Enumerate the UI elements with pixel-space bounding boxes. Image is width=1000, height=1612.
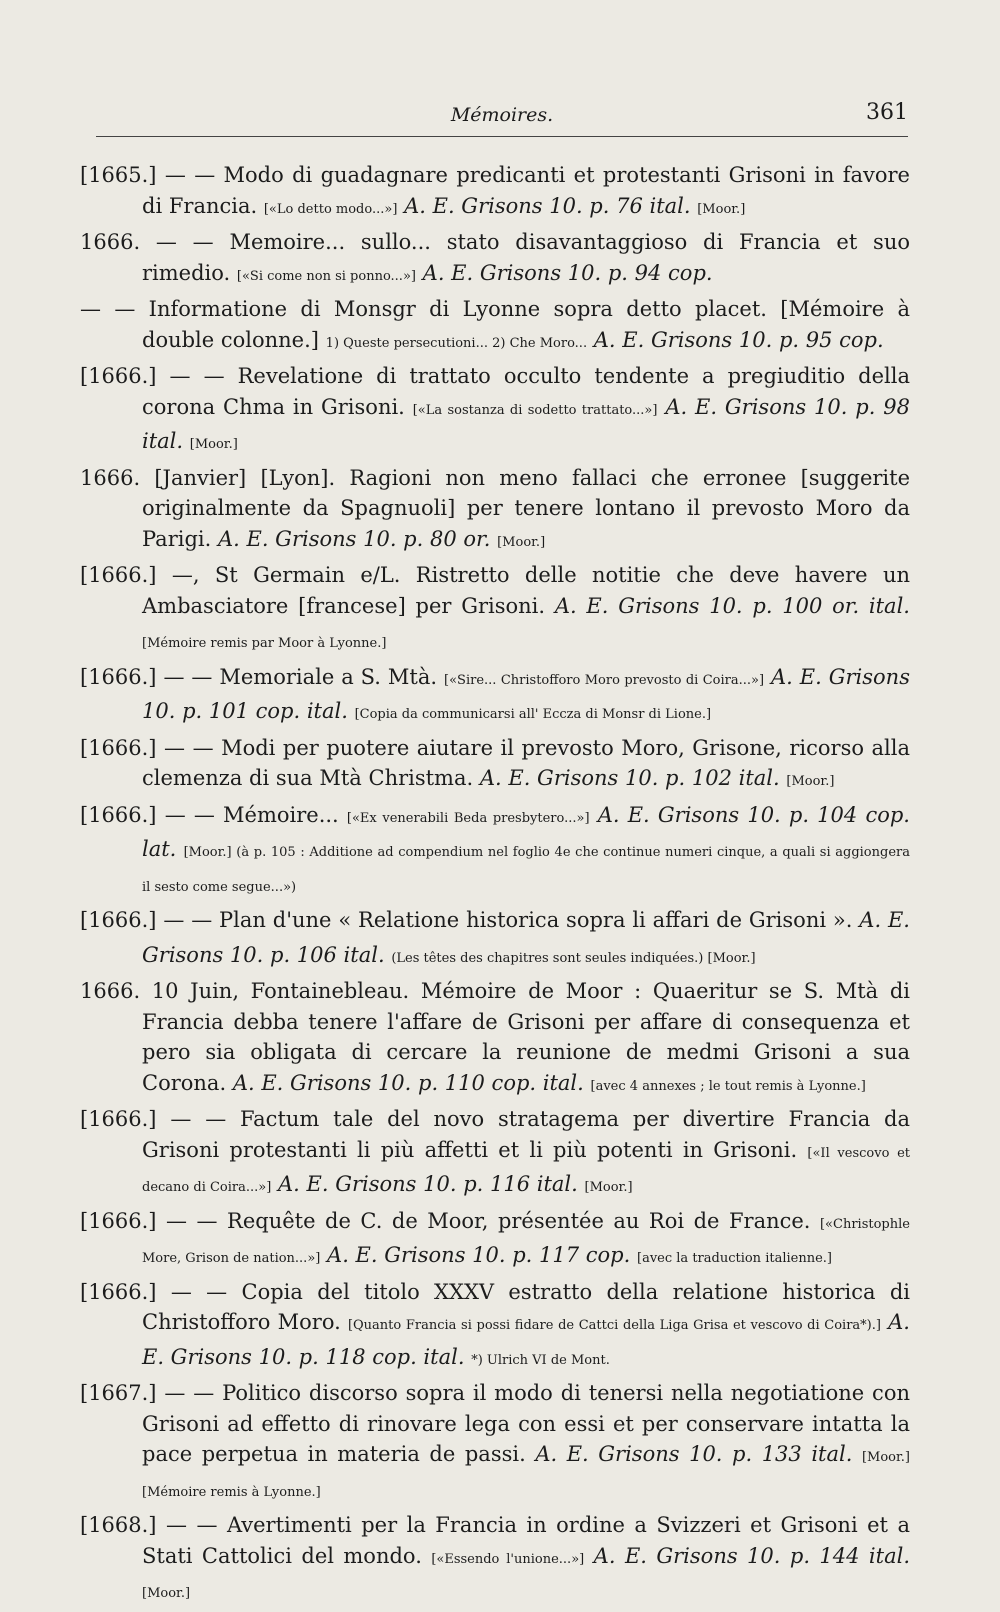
entry-text: — — Mémoire... [164, 802, 339, 827]
entry-date: [1666.] [80, 563, 157, 587]
entry [80, 160, 910, 225]
entry-note: 1) Queste persecutioni... 2) Che Moro... [325, 335, 588, 351]
entry-text: — — Avertimenti per la Francia in ordine a Svizzeri et Grisoni et a Stati Cattolici del mondo. [142, 1513, 910, 1568]
entry-reference: A. E. Grisons 10. p. 102 ital. [479, 766, 780, 790]
entry-reference: A. E. Grisons 10. p. 133 ital. [535, 1442, 853, 1466]
header-rule [96, 136, 908, 137]
entry-reference: A. E. Grisons 10. p. 80 or. [217, 526, 491, 551]
entry [80, 294, 910, 359]
entry-tail: [Moor.] [786, 774, 835, 789]
entry-text: — — Copia del titolo XXXV estratto della relatione historica di Christofforo Moro. [142, 1279, 910, 1334]
entry-note: [«Christophle More, Grison de nation...»] [142, 1216, 910, 1266]
entry-reference: A. E. Grisons 10. p. 101 cop. ital. [142, 664, 910, 723]
entry-date: [1665.] [80, 163, 157, 187]
entry-text: — — Requête de C. de Moor, présentée au Roi de France. [166, 1208, 811, 1233]
entry-text: 10 Juin, Fontainebleau. Mémoire de Moor : Quaeritur se S. Mtà di Francia debba tenere l'affare de Grisoni per affare di consequenza et pero sia obligata di cercare la reunione de medmi Grisoni a sua Corona. [142, 979, 910, 1095]
entry-reference: A. E. Grisons 10. p. 95 cop. [593, 327, 884, 352]
entry-date: [1668.] [80, 1513, 157, 1537]
entry-date: [1666.] [80, 1208, 157, 1233]
entry-tail: [Copia da communicarsi all' Eccza di Monsr di Lione.] [354, 707, 712, 722]
entry-tail: [Moor.] [497, 534, 546, 550]
entry-tail: [Moor.] [Mémoire remis à Lyonne.] [142, 1450, 910, 1500]
entry-note: [«La sostanza di sodetto trattato...»] [412, 402, 658, 418]
entry [80, 361, 910, 461]
entry-tail: *) Ulrich VI de Mont. [471, 1352, 610, 1368]
page-header [96, 100, 908, 130]
entry-note: [«Essendo l'unione...»] [431, 1551, 585, 1567]
page-number: 361 [866, 100, 908, 125]
entry-reference: A. E. Grisons 10. p. 116 ital. [278, 1172, 578, 1196]
entry-reference: A. E. Grisons 10. p. 98 ital. [142, 394, 910, 453]
entry-note: [«Si come non si ponno...»] [236, 268, 416, 284]
entry-reference: A. E. Grisons 10. p. 100 or. ital. [554, 593, 910, 618]
entry-text: — — Politico discorso sopra il modo di tenersi nella negotiatione con Grisoni ad effetto di rinovare lega con essi et per conservare intatta la pace perpetua in materia de passi. [142, 1381, 910, 1466]
entry-date: [1667.] [80, 1381, 157, 1405]
entry-text: [Janvier] [Lyon]. Ragioni non meno fallaci che erronee [suggerite originalmente da Spagnuoli] per tenere lontano il prevosto Moro da Parigi. [142, 465, 910, 551]
entry-date: [1666.] [80, 664, 157, 689]
entry-text: — — Modo di guadagnare predicanti et protestanti Grisoni in favore di Francia. [142, 163, 910, 218]
entry [80, 662, 910, 731]
entry-tail: [avec la traduction italienne.] [637, 1251, 832, 1266]
entry-text: — — Factum tale del novo stratagema per divertire Francia da Grisoni protestanti li più affetti et li più potenti in Grisoni. [142, 1107, 911, 1162]
entry-date: [1666.] [80, 802, 157, 827]
entry-date: [1666.] [80, 735, 157, 760]
running-head: Mémoires. [450, 104, 554, 126]
entry [80, 463, 910, 559]
entry-tail: (Les têtes des chapitres sont seules indiquées.) [Moor.] [391, 950, 756, 966]
entry-tail: [avec 4 annexes ; le tout remis à Lyonne.] [590, 1078, 866, 1094]
entry-reference: A. E. Grisons 10. p. 144 ital. [593, 1543, 911, 1568]
entry-note: [«Il vescovo et decano di Coira...»] [142, 1145, 910, 1195]
entry [80, 1510, 910, 1610]
entry [80, 733, 910, 798]
entry-tail: [Moor.] [584, 1180, 633, 1195]
entry-text: — — Plan d'une « Relatione historica sopra li affari de Grisoni ». [163, 908, 853, 932]
entry-tail: [Moor.] [189, 437, 238, 452]
entry-date: 1666. [80, 465, 141, 490]
entry-text: — — Memoriale a S. Mtà. [163, 664, 438, 689]
entry [80, 800, 910, 904]
entry-note: [Quanto Francia si possi fidare de Cattci della Liga Grisa et vescovo di Coira*).] [347, 1318, 881, 1333]
entry-reference: A. E. Grisons 10. p. 110 cop. ital. [232, 1070, 584, 1095]
entry-reference: A. E. Grisons 10. p. 118 cop. ital. [142, 1310, 910, 1369]
entry-list [80, 160, 910, 1612]
entry-date: [1666.] [80, 1107, 157, 1131]
entry-reference: A. E. Grisons 10. p. 76 ital. [404, 193, 691, 218]
entry-text: — — Revelatione di trattato occulto tendente a pregiuditio della corona Chma in Grisoni. [142, 364, 910, 419]
entry-text: — — Memoire... sullo... stato disavantaggioso di Francia et suo rimedio. [142, 230, 910, 285]
entry [80, 1206, 910, 1275]
entry-date: [1666.] [80, 1279, 157, 1304]
entry-text: — — Informatione di Monsgr di Lyonne sopra detto placet. [Mémoire à double colonne.] [80, 297, 910, 352]
entry-date: 1666. [80, 979, 141, 1003]
entry-note: [«Lo detto modo...»] [263, 201, 398, 217]
entry [80, 1378, 910, 1508]
entry-note: [«Ex venerabili Beda presbytero...»] [346, 810, 590, 826]
entry-date: 1666. [80, 230, 141, 254]
entry-tail: [Moor.] (à p. 105 : Additione ad compendium nel foglio 4e che continue numeri cinque, a quali si aggiongera il sesto come segue...») [142, 845, 910, 895]
entry-reference: A. E. Grisons 10. p. 106 ital. [142, 908, 910, 967]
entry-text: — — Modi per puotere aiutare il prevosto Moro, Grisone, ricorso alla clemenza di sua Mtà Christma. [142, 735, 910, 790]
entry [80, 227, 910, 292]
entry [80, 976, 910, 1102]
entry-reference: A. E. Grisons 10. p. 104 cop. lat. [142, 802, 910, 861]
entry-reference: A. E. Grisons 10. p. 94 cop. [422, 260, 713, 285]
entry-note: [«Sire... Christofforo Moro prevosto di Coira...»] [444, 672, 765, 688]
entry [80, 560, 910, 660]
entry-text: —, St Germain e/L. Ristretto delle notitie che deve havere un Ambasciatore [francese] per Grisoni. [142, 563, 910, 618]
entry [80, 1104, 910, 1204]
entry [80, 1277, 910, 1377]
entry-reference: A. E. Grisons 10. p. 117 cop. [327, 1243, 631, 1267]
entry-tail: [Moor.] [697, 201, 746, 217]
entry-tail: [Mémoire remis par Moor à Lyonne.] [142, 636, 387, 651]
entry [80, 905, 910, 974]
entry-tail: [Moor.] [142, 1586, 191, 1601]
entry-date: [1666.] [80, 908, 157, 932]
entry-date: [1666.] [80, 364, 157, 388]
